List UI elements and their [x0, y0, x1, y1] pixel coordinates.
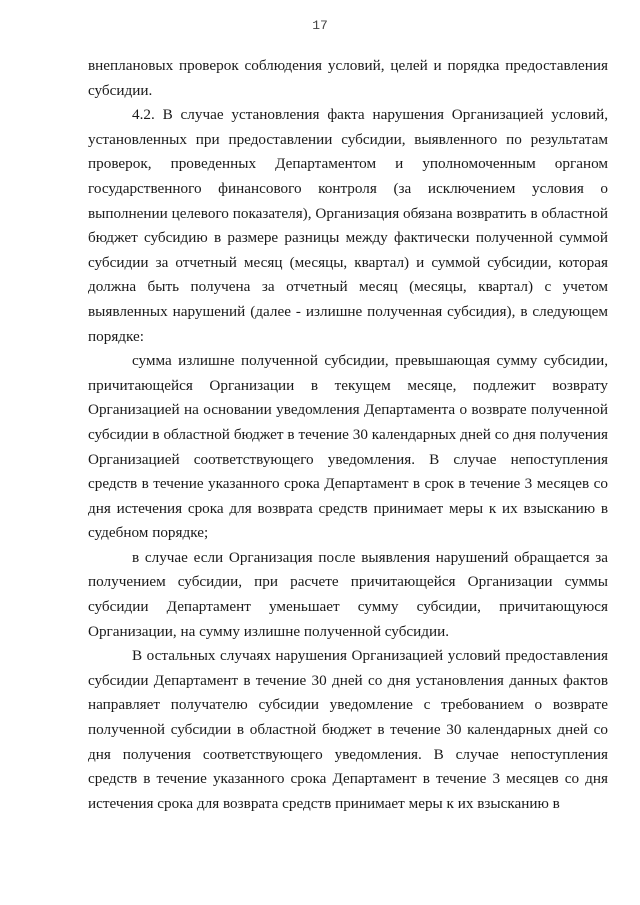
paragraph-excess-refund: сумма излишне полученной субсидии, превышающая сумму субсидии, причитающейся Организации в текущем месяце, подлежит возврату Организацией на основании уведомления Департамента о возврате полученной субсидии в областной бюджет в течение 30 календарных дней со дня получения Организацией соответствующего уведомления. В случае непоступления средств в течение указанного срока Департамент в срок в течение 3 месяцев со дня истечения срока для возврата средств принимает меры к их взысканию в судебном порядке;	[88, 352, 608, 542]
paragraph-continuation: внеплановых проверок соблюдения условий, целей и порядка предоставления субсидии.	[88, 57, 608, 99]
paragraph-clause-4-2: 4.2. В случае установления факта нарушения Организацией условий, установленных при предоставлении субсидии, выявленного по результатам проверок, проведенных Департаментом и уполномоченным органом государственного финансового контроля (за исключением условия о выполнении целевого показателя), Организация обязана возвратить в областной бюджет субсидию в размере разницы между фактически полученной суммой субсидии за отчетный месяц (месяцы, квартал) и суммой субсидии, которая должна быть получена за отчетный месяц (месяцы, квартал) с учетом выявленных нарушений (далее - излишне полученная субсидия), в следующем порядке:	[88, 106, 608, 345]
page-number: 17	[312, 18, 328, 33]
paragraph-other-violations: В остальных случаях нарушения Организацией условий предоставления субсидии Департамент в течение 30 дней со дня установления данных фактов направляет получателю субсидии уведомление с требованием о возврате полученной субсидии в областной бюджет в течение 30 календарных дней со дня получения соответствующего уведомления. В случае непоступления средств в течение указанного срока Департамент в течение 3 месяцев со дня истечения срока для возврата средств принимает меры к их взысканию в	[88, 647, 608, 812]
document-body	[88, 54, 608, 816]
paragraph-subsidy-reduction: в случае если Организация после выявления нарушений обращается за получением субсидии, при расчете причитающейся Организации суммы субсидии Департамент уменьшает сумму субсидии, причитающуюся Организации, на сумму излишне полученной субсидии.	[88, 548, 608, 640]
